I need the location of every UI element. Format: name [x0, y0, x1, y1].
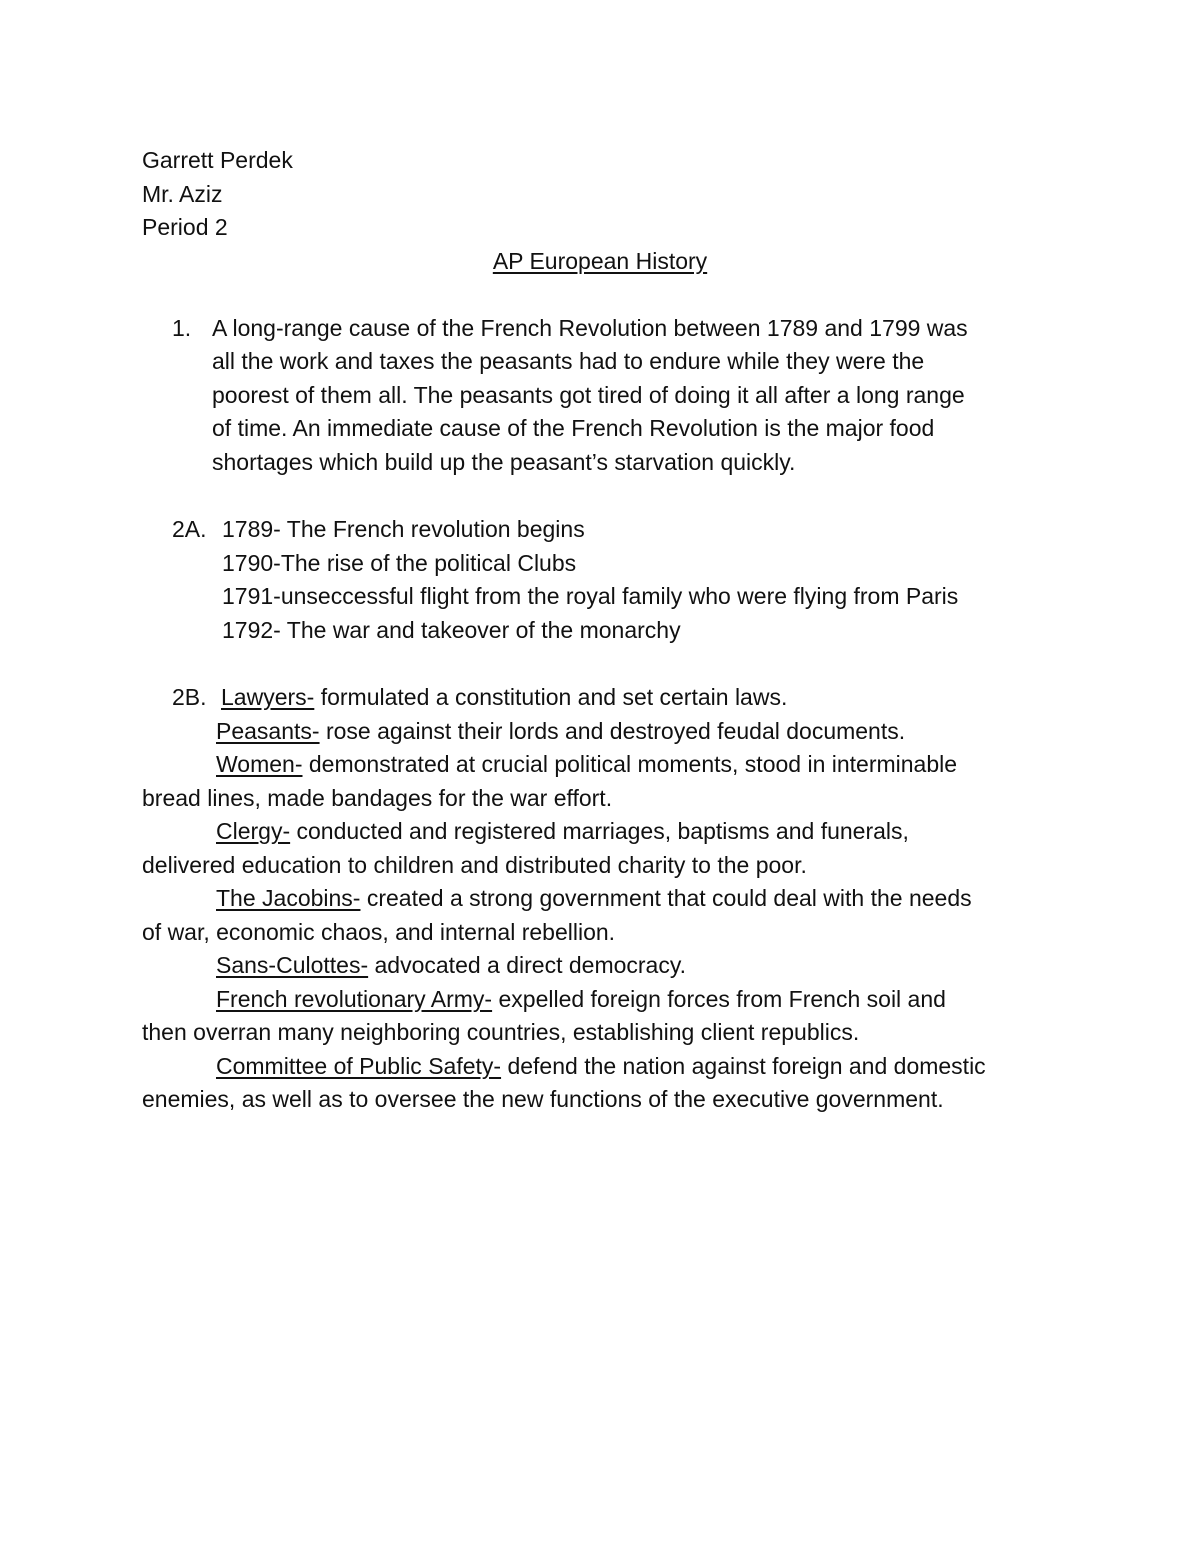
- q2a-number: 2A.: [172, 516, 207, 542]
- student-name: Garrett Perdek: [142, 147, 293, 173]
- group-entry-sans-culottes: [216, 948, 686, 982]
- group-description: rose against their lords and destroyed feudal documents.: [319, 718, 906, 744]
- q1-line: poorest of them all. The peasants got tired of doing it all after a long range: [212, 382, 965, 408]
- group-term: The Jacobins-: [216, 885, 361, 911]
- group-term: Lawyers-: [221, 684, 315, 710]
- teacher-name: Mr. Aziz: [142, 181, 223, 207]
- q2b-number: 2B.: [172, 684, 207, 710]
- group-description: created a strong government that could deal with the needs: [360, 885, 972, 911]
- group-description: conducted and registered marriages, baptisms and funerals,: [290, 818, 909, 844]
- group-description-cont: enemies, as well as to oversee the new functions of the executive government.: [142, 1086, 944, 1112]
- group-description: demonstrated at crucial political moments, stood in interminable: [302, 751, 958, 777]
- group-description: advocated a direct democracy.: [368, 952, 687, 978]
- group-description: expelled foreign forces from French soil and: [492, 986, 946, 1012]
- q1-line: of time. An immediate cause of the French Revolution is the major food: [212, 415, 935, 441]
- timeline-item: 1791-unseccessful flight from the royal family who were flying from Paris: [222, 583, 959, 609]
- group-term: French revolutionary Army-: [216, 986, 493, 1012]
- group-entry-committee: [216, 1049, 986, 1083]
- group-term: Sans-Culottes-: [216, 952, 369, 978]
- q1-line: A long-range cause of the French Revolution between 1789 and 1799 was: [212, 315, 968, 341]
- group-entry-peasants: [216, 714, 905, 748]
- group-entry-women: [216, 747, 957, 781]
- group-entry-army: [216, 982, 946, 1016]
- group-description-cont: bread lines, made bandages for the war effort.: [142, 785, 613, 811]
- group-description-cont: delivered education to children and distributed charity to the poor.: [142, 852, 807, 878]
- timeline-item: 1789- The French revolution begins: [222, 516, 585, 542]
- timeline-item: 1790-The rise of the political Clubs: [222, 550, 577, 576]
- group-entry-clergy: [216, 814, 909, 848]
- q1-line: all the work and taxes the peasants had to endure while they were the: [212, 348, 925, 374]
- q1-number: 1.: [172, 315, 192, 341]
- group-entry-lawyers: [221, 680, 787, 714]
- q1-line: shortages which build up the peasant’s starvation quickly.: [212, 449, 796, 475]
- class-period: Period 2: [142, 214, 228, 240]
- group-description-cont: then overran many neighboring countries, establishing client republics.: [142, 1019, 860, 1045]
- group-description: defend the nation against foreign and domestic: [501, 1053, 986, 1079]
- group-description: formulated a constitution and set certain laws.: [314, 684, 788, 710]
- course-title: AP European History: [492, 248, 708, 274]
- group-term: Clergy-: [216, 818, 291, 844]
- group-entry-jacobins: [216, 881, 972, 915]
- group-term: Peasants-: [216, 718, 320, 744]
- timeline-item: 1792- The war and takeover of the monarchy: [222, 617, 681, 643]
- group-description-cont: of war, economic chaos, and internal rebellion.: [142, 919, 616, 945]
- group-term: Women-: [216, 751, 303, 777]
- group-term: Committee of Public Safety-: [216, 1053, 502, 1079]
